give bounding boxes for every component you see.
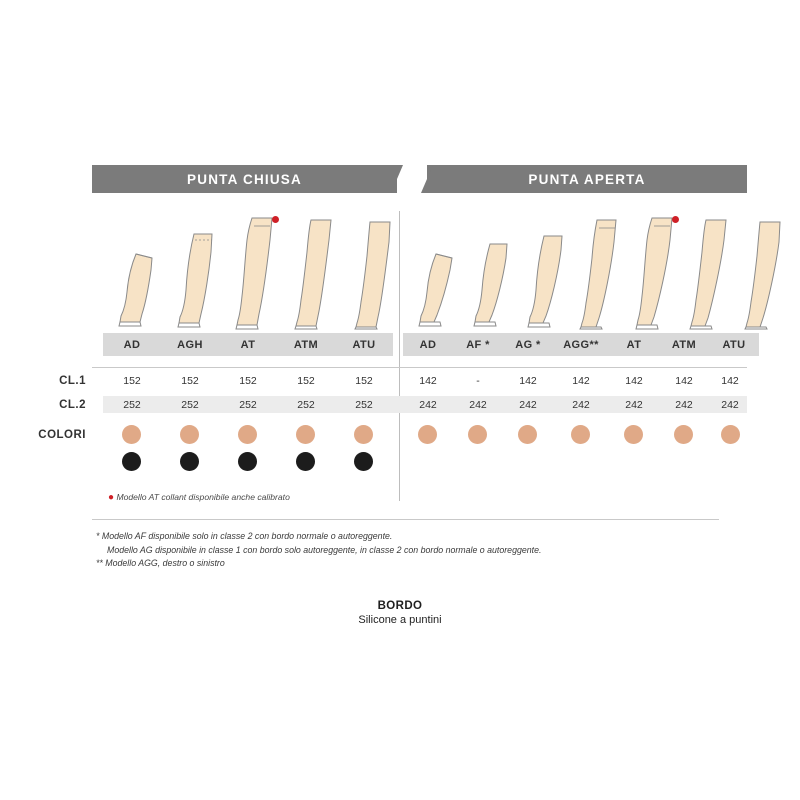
cell-cl2-ad-open: 242 (419, 399, 437, 411)
swatch-beige-at-open (624, 425, 643, 444)
footer-block (0, 600, 800, 626)
cell-cl1-ad-open: 142 (419, 375, 437, 387)
model-header-row (92, 333, 747, 356)
swatch-beige-agg-open (571, 425, 590, 444)
footnote-af: * Modello AF disponibile solo in classe 2 con bordo normale o autoreggente. (96, 531, 393, 541)
swatch-black-ad-closed (122, 452, 141, 471)
leg-illustration-ad-closed (110, 210, 172, 330)
leg-illustration-atm-closed (290, 210, 352, 330)
red-dot-marker-at-open (672, 216, 679, 223)
model-header-atm-closed: ATM (277, 333, 337, 356)
leg-illustration-ad-open (410, 210, 472, 330)
leg-illustration-atu-closed (350, 210, 412, 330)
leg-illustration-atu-open (740, 210, 800, 330)
row-label-cl2: CL.2 (59, 399, 86, 411)
rule-above-cl1 (92, 367, 747, 368)
swatch-beige-atm-closed (296, 425, 315, 444)
model-header-ad-closed: AD (103, 333, 163, 356)
model-header-af-open: AF * (453, 333, 505, 356)
footer-title: BORDO (377, 600, 423, 612)
model-header-agh-closed: AGH (161, 333, 221, 356)
leg-illustration-at-closed (230, 210, 292, 330)
model-header-atu-closed: ATU (335, 333, 395, 356)
leg-illustration-agg-open (575, 210, 637, 330)
model-header-atu-open: ATU (709, 333, 761, 356)
swatch-beige-atu-closed (354, 425, 373, 444)
cell-cl1-agh-closed: 152 (181, 375, 199, 387)
footnote-agg: ** Modello AGG, destro o sinistro (96, 558, 225, 569)
cell-cl2-agg-open: 242 (572, 399, 590, 411)
leg-illustration-at-open (630, 210, 692, 330)
cell-cl2-at-open: 242 (625, 399, 643, 411)
swatch-beige-af-open (468, 425, 487, 444)
swatch-beige-ad-closed (122, 425, 141, 444)
note-at-collant-text: Modello AT collant disponibile anche calibrato (116, 492, 290, 502)
banner-punta-chiusa: PUNTA CHIUSA (92, 165, 397, 193)
cell-cl2-atu-open: 242 (721, 399, 739, 411)
cell-cl2-af-open: 242 (469, 399, 487, 411)
swatch-beige-agh-closed (180, 425, 199, 444)
cell-cl2-atm-open: 242 (675, 399, 693, 411)
model-header-agg-open: AGG** (553, 333, 611, 356)
leg-illustration-af-open (465, 210, 527, 330)
leg-illustration-ag-open (520, 210, 582, 330)
cell-cl1-ad-closed: 152 (123, 375, 141, 387)
cell-cl1-af-open: - (476, 375, 480, 387)
row-label-cl1: CL.1 (59, 375, 86, 387)
header-banner (92, 165, 747, 193)
model-header-ad-open: AD (403, 333, 455, 356)
row-label-colori: COLORI (38, 429, 86, 441)
leg-illustration-agh-closed (170, 210, 232, 330)
swatch-beige-ag-open (518, 425, 537, 444)
cell-cl2-atu-closed: 252 (355, 399, 373, 411)
model-header-at-open: AT (609, 333, 661, 356)
rule-above-notes (92, 519, 719, 520)
footer-subtitle: Silicone a puntini (358, 614, 442, 626)
swatch-beige-atm-open (674, 425, 693, 444)
red-bullet-icon: ● (108, 492, 115, 503)
swatch-black-atu-closed (354, 452, 373, 471)
cell-cl1-atu-open: 142 (721, 375, 739, 387)
model-header-atm-open: ATM (659, 333, 711, 356)
swatch-black-atm-closed (296, 452, 315, 471)
note-at-collant (108, 492, 290, 503)
footnotes-block (96, 530, 736, 571)
banner-separator (397, 165, 427, 193)
red-dot-marker-at-closed (272, 216, 279, 223)
cell-cl1-atm-closed: 152 (297, 375, 315, 387)
cell-cl1-ag-open: 142 (519, 375, 537, 387)
leg-illustration-atm-open (685, 210, 747, 330)
cell-cl1-atu-closed: 152 (355, 375, 373, 387)
swatch-beige-atu-open (721, 425, 740, 444)
swatch-black-agh-closed (180, 452, 199, 471)
swatch-beige-ad-open (418, 425, 437, 444)
cell-cl2-ad-closed: 252 (123, 399, 141, 411)
cell-cl2-ag-open: 242 (519, 399, 537, 411)
cell-cl1-at-open: 142 (625, 375, 643, 387)
cell-cl2-atm-closed: 252 (297, 399, 315, 411)
footnote-ag: Modello AG disponibile in classe 1 con bordo solo autoreggente, in classe 2 con bordo normale o autoreggente. (107, 544, 542, 555)
banner-punta-aperta: PUNTA APERTA (427, 165, 747, 193)
model-header-ag-open: AG * (503, 333, 555, 356)
cell-cl2-agh-closed: 252 (181, 399, 199, 411)
swatch-beige-at-closed (238, 425, 257, 444)
cell-cl1-atm-open: 142 (675, 375, 693, 387)
leg-illustrations (92, 210, 747, 330)
swatch-black-at-closed (238, 452, 257, 471)
model-header-at-closed: AT (219, 333, 279, 356)
cell-cl1-agg-open: 142 (572, 375, 590, 387)
cell-cl1-at-closed: 152 (239, 375, 257, 387)
cell-cl2-at-closed: 252 (239, 399, 257, 411)
